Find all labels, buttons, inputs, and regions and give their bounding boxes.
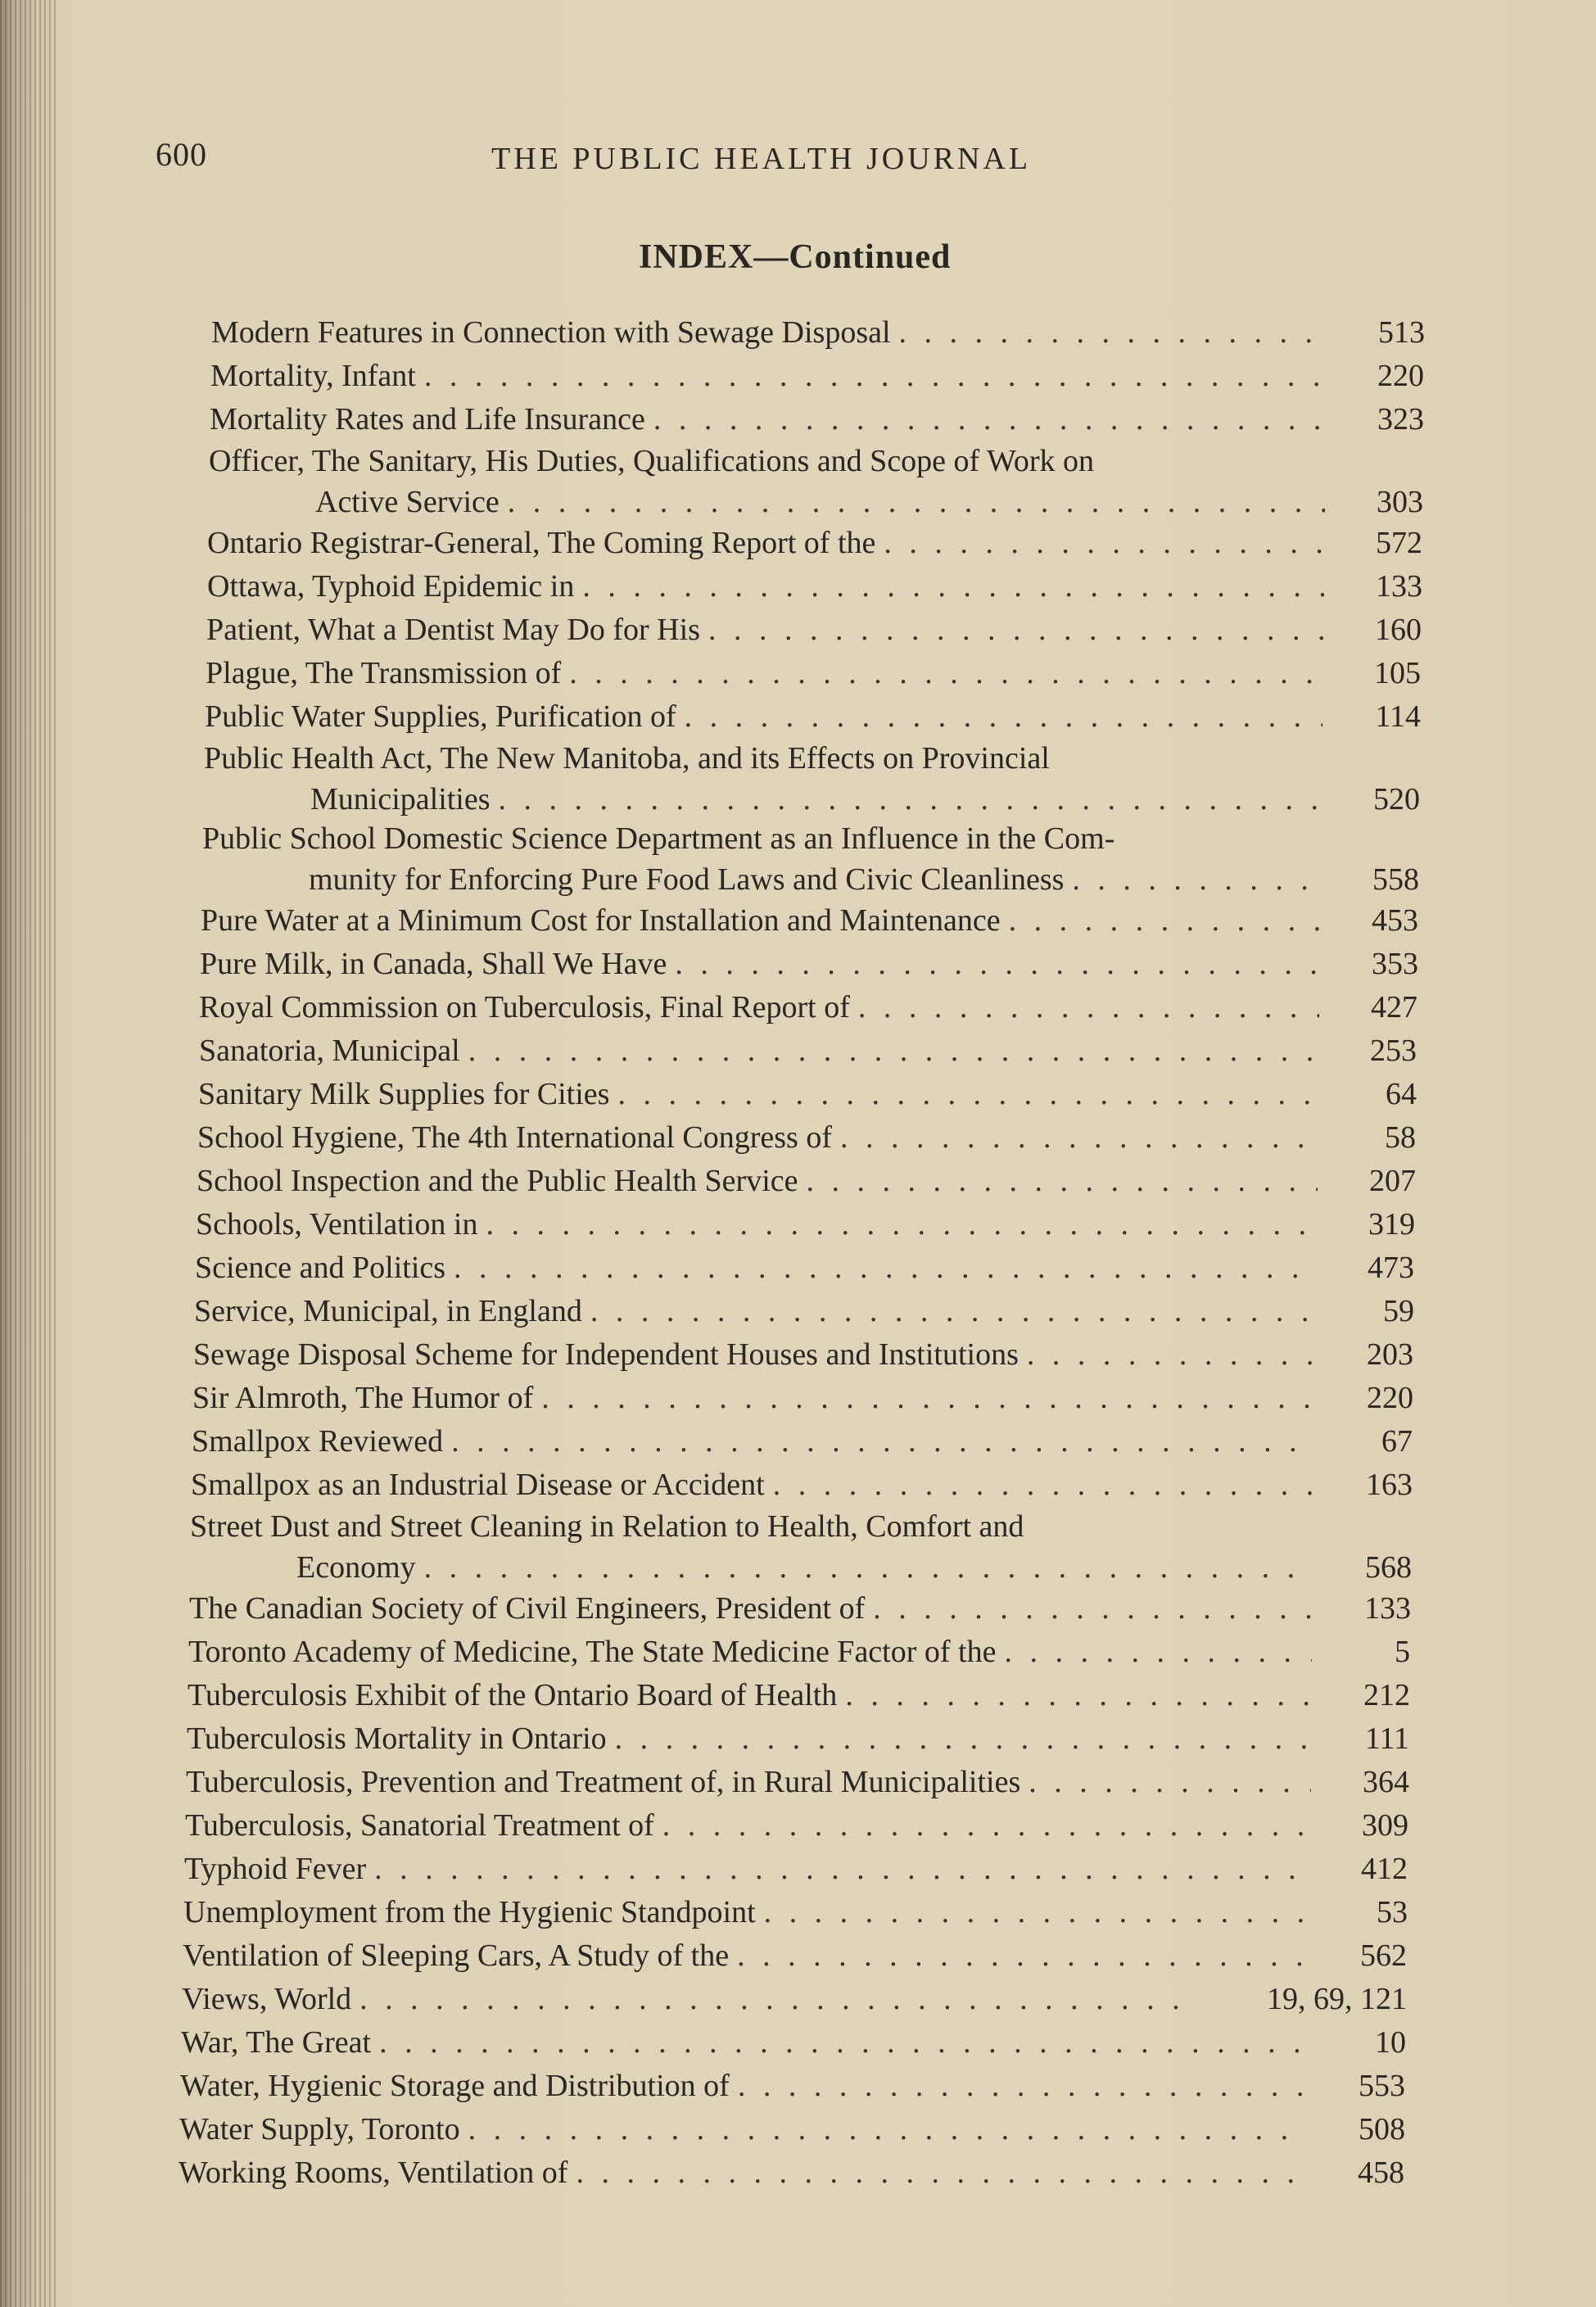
- dot-leader: [764, 1893, 1309, 1932]
- index-entry: [206, 652, 1421, 693]
- index-entry: [207, 565, 1422, 606]
- dot-leader: [1004, 1632, 1312, 1671]
- index-entry: [187, 1717, 1409, 1758]
- index-entry-title: Views, World: [182, 1982, 352, 2016]
- index-entry-page: 67: [1381, 1424, 1413, 1459]
- index-entry: [197, 1160, 1416, 1201]
- index-entry: [186, 1761, 1409, 1802]
- dot-leader: [486, 1205, 1317, 1244]
- index-entry-title: Tuberculosis Exhibit of the Ontario Board of Health: [188, 1678, 838, 1712]
- dot-leader: [374, 1849, 1309, 1889]
- index-entry-page: 111: [1364, 1721, 1409, 1756]
- dot-leader: [773, 1465, 1314, 1504]
- index-entry-title: Ottawa, Typhoid Epidemic in: [207, 569, 575, 604]
- dot-leader: [873, 1589, 1313, 1628]
- dot-leader: [653, 400, 1326, 439]
- index-entry-title: Smallpox Reviewed: [192, 1424, 444, 1459]
- dot-leader: [424, 1548, 1313, 1587]
- running-head: THE PUBLIC HEALTH JOURNAL: [491, 142, 1032, 176]
- dot-leader: [379, 2023, 1308, 2062]
- dot-leader: [737, 1936, 1309, 1975]
- index-entry-page: 427: [1371, 990, 1417, 1025]
- index-entry: [200, 943, 1418, 984]
- index-entry-page: 53: [1377, 1895, 1408, 1929]
- dot-leader: [468, 1031, 1318, 1070]
- index-entry: [201, 899, 1418, 940]
- index-entry-page: 10: [1375, 2025, 1406, 2060]
- dot-leader: [662, 1806, 1310, 1845]
- index-entry-page: 220: [1367, 1381, 1413, 1415]
- index-entry-page: 220: [1377, 359, 1424, 393]
- index-entry-title: Pure Milk, in Canada, Shall We Have: [200, 947, 667, 981]
- index-entry-title: Unemployment from the Hygienic Standpoint: [183, 1895, 756, 1929]
- index-entry-page: 558: [1372, 862, 1419, 897]
- index-entry-page: 319: [1368, 1207, 1415, 1242]
- dot-leader: [615, 1719, 1311, 1758]
- index-entry-title: Pure Water at a Minimum Cost for Installation and Maintenance: [201, 903, 1001, 938]
- index-entry-page: 553: [1359, 2069, 1405, 2103]
- index-entry-title: Tuberculosis, Prevention and Treatment of, in Rural Municipalities: [186, 1765, 1021, 1799]
- index-entry-title: Toronto Academy of Medicine, The State Medicine Factor of the: [188, 1635, 997, 1669]
- index-entry: [191, 1463, 1413, 1504]
- index-entry: [183, 1934, 1407, 1975]
- index-entry-page: 364: [1363, 1765, 1409, 1799]
- index-entry-page: 64: [1386, 1077, 1417, 1111]
- index-entry-page: 453: [1372, 903, 1418, 938]
- index-entry-first-line: Public School Domestic Science Department as an Influence in the Com-: [202, 821, 1115, 856]
- dot-leader: [1029, 1762, 1311, 1802]
- index-entry-page: 19, 69, 121: [1267, 1982, 1407, 2016]
- dot-leader: [858, 988, 1319, 1027]
- index-entry: [204, 739, 1420, 819]
- index-entry: [205, 695, 1421, 736]
- index-entry: [184, 1848, 1408, 1889]
- index-title: INDEX—Continued: [639, 238, 952, 276]
- index-entry-page: 58: [1385, 1120, 1416, 1155]
- page-number: 600: [156, 136, 207, 173]
- index-entry-title: School Hygiene, The 4th International Congress of: [197, 1120, 832, 1155]
- index-entry-title: Royal Commission on Tuberculosis, Final Report of: [199, 990, 850, 1025]
- index-entry-title: Public Water Supplies, Purification of: [205, 699, 676, 734]
- index-entry-title: Sanatoria, Municipal: [199, 1034, 460, 1068]
- index-entry: [180, 2065, 1405, 2106]
- index-entry-title: munity for Enforcing Pure Food Laws and Civic Cleanliness: [309, 862, 1065, 897]
- index-entry: [179, 2108, 1405, 2149]
- index-entry: [199, 986, 1417, 1027]
- dot-leader: [424, 356, 1326, 396]
- index-entry-title: Water, Hygienic Storage and Distribution of: [180, 2069, 730, 2103]
- index-entry: [193, 1333, 1413, 1374]
- dot-leader: [807, 1161, 1318, 1201]
- index-entry-page: 412: [1361, 1852, 1408, 1886]
- index-entry: [210, 398, 1424, 439]
- index-entry-page: 160: [1375, 613, 1422, 647]
- index-entry-title: Modern Features in Connection with Sewage Disposal: [211, 315, 891, 350]
- index-entry-page: 508: [1359, 2112, 1405, 2146]
- index-entry-page: 5: [1395, 1635, 1410, 1669]
- dot-leader: [508, 482, 1325, 522]
- index-entry: [183, 1891, 1408, 1932]
- index-entry-page: 309: [1362, 1808, 1408, 1843]
- index-entry-title: Science and Politics: [195, 1251, 446, 1285]
- dot-leader: [499, 780, 1322, 819]
- index-entry-page: 303: [1377, 485, 1423, 519]
- index-entry-page: 114: [1375, 699, 1421, 734]
- index-entry: [194, 1290, 1414, 1331]
- index-entry: [198, 1073, 1417, 1114]
- index-entry-title: Sir Almroth, The Humor of: [192, 1381, 534, 1415]
- index-entry-page: 520: [1373, 782, 1420, 816]
- index-entry: [209, 441, 1423, 522]
- dot-leader: [617, 1074, 1318, 1114]
- index-entry-title: School Inspection and the Public Health Service: [197, 1164, 798, 1198]
- index-entry-page: 133: [1364, 1591, 1411, 1626]
- index-entry-page: 105: [1374, 656, 1421, 690]
- index-entry-page: 562: [1360, 1938, 1407, 1973]
- dot-leader: [541, 1378, 1315, 1418]
- index-entry-page: 59: [1383, 1294, 1414, 1328]
- index-entry-title: Mortality, Infant: [210, 359, 416, 393]
- index-entry-title: Tuberculosis Mortality in Ontario: [187, 1721, 607, 1756]
- dot-leader: [1027, 1335, 1315, 1374]
- index-entry: [190, 1507, 1412, 1587]
- index-entry-page: 207: [1369, 1164, 1416, 1198]
- index-entry-first-line: Street Dust and Street Cleaning in Relation to Health, Comfort and: [190, 1509, 1024, 1544]
- dot-leader: [884, 523, 1324, 563]
- index-entry-first-line: Officer, The Sanitary, His Duties, Qualifications and Scope of Work on: [209, 444, 1094, 478]
- dot-leader: [590, 1291, 1316, 1331]
- index-entry: [195, 1246, 1414, 1287]
- index-entry-title: Tuberculosis, Sanatorial Treatment of: [185, 1808, 654, 1843]
- index-entry: [179, 2151, 1404, 2192]
- index-entry-title: Ventilation of Sleeping Cars, A Study of the: [183, 1938, 730, 1973]
- dot-leader: [468, 2110, 1307, 2149]
- dot-leader: [685, 697, 1322, 736]
- index-entry-title: The Canadian Society of Civil Engineers, President of: [189, 1591, 866, 1626]
- dot-leader: [675, 944, 1320, 984]
- index-entry: [196, 1203, 1415, 1244]
- dot-leader: [708, 610, 1323, 649]
- index-entry-page: 458: [1358, 2155, 1404, 2190]
- index-entry: [211, 311, 1425, 352]
- dot-leader: [451, 1422, 1314, 1461]
- index-entry: [210, 355, 1424, 396]
- index-entry-title: Typhoid Fever: [184, 1852, 367, 1886]
- index-entry-title: Mortality Rates and Life Insurance: [210, 402, 645, 437]
- index-entry: [188, 1631, 1410, 1671]
- dot-leader: [454, 1248, 1316, 1287]
- index-entry-title: Service, Municipal, in England: [194, 1294, 582, 1328]
- index-entry-page: 572: [1376, 526, 1422, 560]
- index-entry-title: Active Service: [315, 485, 500, 519]
- index-entry-title: Economy: [296, 1550, 416, 1585]
- index-entry-page: 163: [1366, 1468, 1413, 1502]
- index-entry-title: Patient, What a Dentist May Do for His: [206, 613, 700, 647]
- index-entry-title: Municipalities: [310, 782, 491, 816]
- index-entry-page: 473: [1368, 1251, 1414, 1285]
- index-entry: [185, 1804, 1408, 1845]
- dot-leader: [1072, 860, 1321, 899]
- index-entry: [199, 1029, 1417, 1070]
- dot-leader: [840, 1118, 1318, 1157]
- index-entry-title: Schools, Ventilation in: [196, 1207, 478, 1242]
- index-entry-title: Sewage Disposal Scheme for Independent Houses and Institutions: [193, 1337, 1019, 1372]
- index-entry-page: 323: [1377, 402, 1424, 437]
- index-entry: [197, 1116, 1416, 1157]
- index-entry-page: 212: [1363, 1678, 1410, 1712]
- index-entry: [181, 2021, 1406, 2062]
- dot-leader: [582, 567, 1324, 606]
- index-entry-title: War, The Great: [181, 2025, 372, 2060]
- dot-leader: [576, 2153, 1306, 2192]
- dot-leader: [845, 1676, 1312, 1715]
- index-entry: [189, 1587, 1411, 1628]
- index-entry: [182, 1978, 1407, 2019]
- index-entry-title: Smallpox as an Industrial Disease or Accident: [191, 1468, 765, 1502]
- index-entry-page: 568: [1365, 1550, 1412, 1585]
- index-entry: [192, 1377, 1413, 1418]
- index-entry-title: Plague, The Transmission of: [206, 656, 562, 690]
- index-entry: [206, 608, 1422, 649]
- index-entry-title: Water Supply, Toronto: [179, 2112, 460, 2146]
- dot-leader: [359, 1979, 1194, 2019]
- dot-leader: [899, 313, 1327, 352]
- dot-leader: [738, 2066, 1307, 2106]
- index-entry-title: Sanitary Milk Supplies for Cities: [198, 1077, 610, 1111]
- index-entry-first-line: Public Health Act, The New Manitoba, and its Effects on Provincial: [204, 741, 1050, 776]
- index-entry-title: Working Rooms, Ventilation of: [179, 2155, 568, 2190]
- index-entry: [188, 1674, 1410, 1715]
- index-entry-page: 513: [1378, 315, 1425, 350]
- index-entry-page: 203: [1367, 1337, 1413, 1372]
- index-entry-page: 253: [1370, 1034, 1417, 1068]
- index-entry: [207, 522, 1422, 563]
- index-entry-page: 133: [1376, 569, 1422, 604]
- index-entry: [192, 1420, 1413, 1461]
- index-entry-page: 353: [1372, 947, 1418, 981]
- dot-leader: [1009, 901, 1320, 940]
- index-entry: [202, 819, 1419, 899]
- index-entry-title: Ontario Registrar-General, The Coming Report of the: [207, 526, 876, 560]
- dot-leader: [569, 654, 1322, 693]
